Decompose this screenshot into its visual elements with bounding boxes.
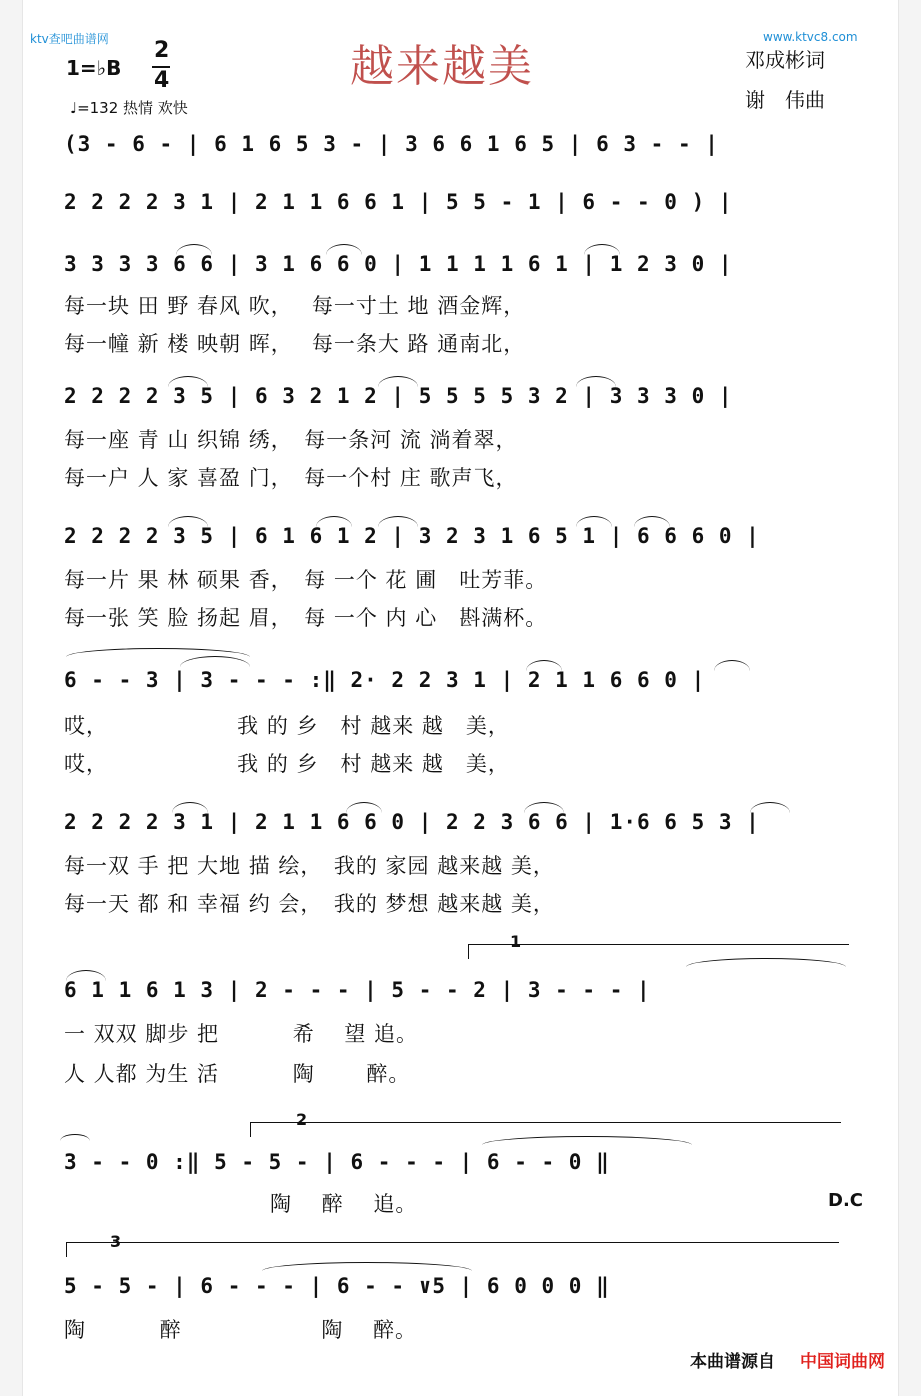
lyric-line-9: 陶 醉 追。	[270, 1192, 418, 1216]
lyric-line-8-verse-1: 一 双双 脚步 把 希 望 追。	[64, 1022, 419, 1046]
slur-mark	[326, 244, 362, 255]
lyricist-credit: 邓成彬词	[745, 48, 825, 72]
tie-mark	[180, 656, 250, 667]
slur-mark	[346, 802, 382, 813]
lyric-line-8-verse-2: 人 人都 为生 活 陶 醉。	[64, 1062, 411, 1086]
slur-mark	[634, 516, 670, 527]
notes-line-1: (3 - 6 - | 6 1 6 5 3 - | 3 6 6 1 6 5 | 6 3 - - |	[64, 132, 719, 156]
tie-mark	[60, 1134, 90, 1141]
tie-mark	[262, 1262, 472, 1271]
footer-site-link[interactable]: 中国词曲网	[800, 1352, 885, 1372]
volta-label-1: 1	[510, 932, 522, 951]
slur-mark	[172, 802, 208, 813]
left-watermark-strip	[0, 0, 23, 1396]
lyric-line-7-verse-1: 每一双 手 把 大地 描 绘， 我的 家园 越来越 美，	[64, 854, 555, 878]
lyric-line-5-verse-1: 每一片 果 林 硕果 香， 每 一个 花 圃 吐芳菲。	[64, 568, 548, 592]
slur-mark	[584, 244, 620, 255]
lyric-line-3-verse-2: 每一幢 新 楼 映朝 晖， 每一条大 路 通南北，	[64, 332, 526, 356]
slur-mark	[576, 516, 612, 527]
slur-mark	[714, 660, 750, 671]
slur-mark	[524, 802, 564, 813]
notes-line-2: 2 2 2 2 3 1 | 2 1 1 6 6 1 | 5 5 - 1 | 6 - - 0 ) |	[64, 190, 733, 214]
lyric-line-10: 陶 醉 陶 醉。	[64, 1318, 418, 1342]
key-signature: 1=♭B	[66, 56, 122, 80]
notes-line-6: 6 - - 3 | 3 - - - :‖ 2· 2 2 3 1 | 2 1 1 6 6 0 |	[64, 668, 706, 692]
footer-source-label: 本曲谱源自	[690, 1352, 775, 1372]
da-capo-marking: D.C	[828, 1190, 863, 1211]
lyric-line-4-verse-1: 每一座 青 山 织锦 绣， 每一条河 流 淌着翠，	[64, 428, 518, 452]
notes-line-4: 2 2 2 2 3 5 | 6 3 2 1 2 | 5 5 5 5 3 2 | 3 3 3 0 |	[64, 384, 733, 408]
time-signature-bottom: 4	[154, 68, 170, 93]
tempo-marking: ♩=132 热情 欢快	[70, 99, 188, 117]
slur-mark	[168, 516, 208, 527]
lyric-line-6-verse-1: 哎， 我 的 乡 村 越来 越 美，	[64, 714, 510, 738]
notes-line-5: 2 2 2 2 3 5 | 6 1 6 1 2 | 3 2 3 1 6 5 1 | 6 6 6 0 |	[64, 524, 760, 548]
lyric-line-4-verse-2: 每一户 人 家 喜盈 门， 每一个村 庄 歌声飞，	[64, 466, 518, 490]
notes-line-3: 3 3 3 3 6 6 | 3 1 6 6 0 | 1 1 1 1 6 1 | 1 2 3 0 |	[64, 252, 733, 276]
tie-mark	[686, 958, 846, 967]
song-title: 越来越美	[350, 41, 534, 92]
notes-line-10: 5 - 5 - | 6 - - - | 6 - - ∨5 | 6 0 0 0 ‖	[64, 1274, 610, 1298]
time-signature-top: 2	[154, 38, 170, 63]
volta-bracket-3	[66, 1242, 839, 1257]
composer-credit: 谢 伟曲	[745, 88, 825, 112]
slur-mark	[576, 376, 616, 387]
slur-mark	[526, 660, 562, 671]
lyric-line-5-verse-2: 每一张 笑 脸 扬起 眉， 每 一个 内 心 斟满杯。	[64, 606, 548, 630]
watermark-site-right[interactable]: www.ktvc8.com	[763, 30, 858, 44]
volta-bracket-1	[468, 944, 849, 959]
notes-line-8: 6 1 1 6 1 3 | 2 - - - | 5 - - 2 | 3 - - - |	[64, 978, 651, 1002]
volta-bracket-2	[250, 1122, 841, 1137]
slur-mark	[168, 376, 208, 387]
volta-label-3: 3	[110, 1232, 122, 1251]
right-watermark-strip	[898, 0, 921, 1396]
slur-mark	[66, 970, 106, 981]
slur-mark	[176, 244, 212, 255]
slur-mark	[316, 516, 352, 527]
notes-line-9: 3 - - 0 :‖ 5 - 5 - | 6 - - - | 6 - - 0 ‖	[64, 1150, 610, 1174]
lyric-line-7-verse-2: 每一天 都 和 幸福 约 会， 我的 梦想 越来越 美，	[64, 892, 555, 916]
watermark-site-left[interactable]: ktv查吧曲谱网	[30, 32, 109, 46]
notes-line-7: 2 2 2 2 3 1 | 2 1 1 6 6 0 | 2 2 3 6 6 | 1·6 6 5 3 |	[64, 810, 760, 834]
tie-mark	[482, 1136, 692, 1145]
slur-mark	[750, 802, 790, 813]
lyric-line-3-verse-1: 每一块 田 野 春风 吹， 每一寸土 地 酒金辉，	[64, 294, 526, 318]
slur-mark	[378, 516, 418, 527]
slur-mark	[378, 376, 418, 387]
volta-label-2: 2	[296, 1110, 308, 1129]
lyric-line-6-verse-2: 哎， 我 的 乡 村 越来 越 美，	[64, 752, 510, 776]
